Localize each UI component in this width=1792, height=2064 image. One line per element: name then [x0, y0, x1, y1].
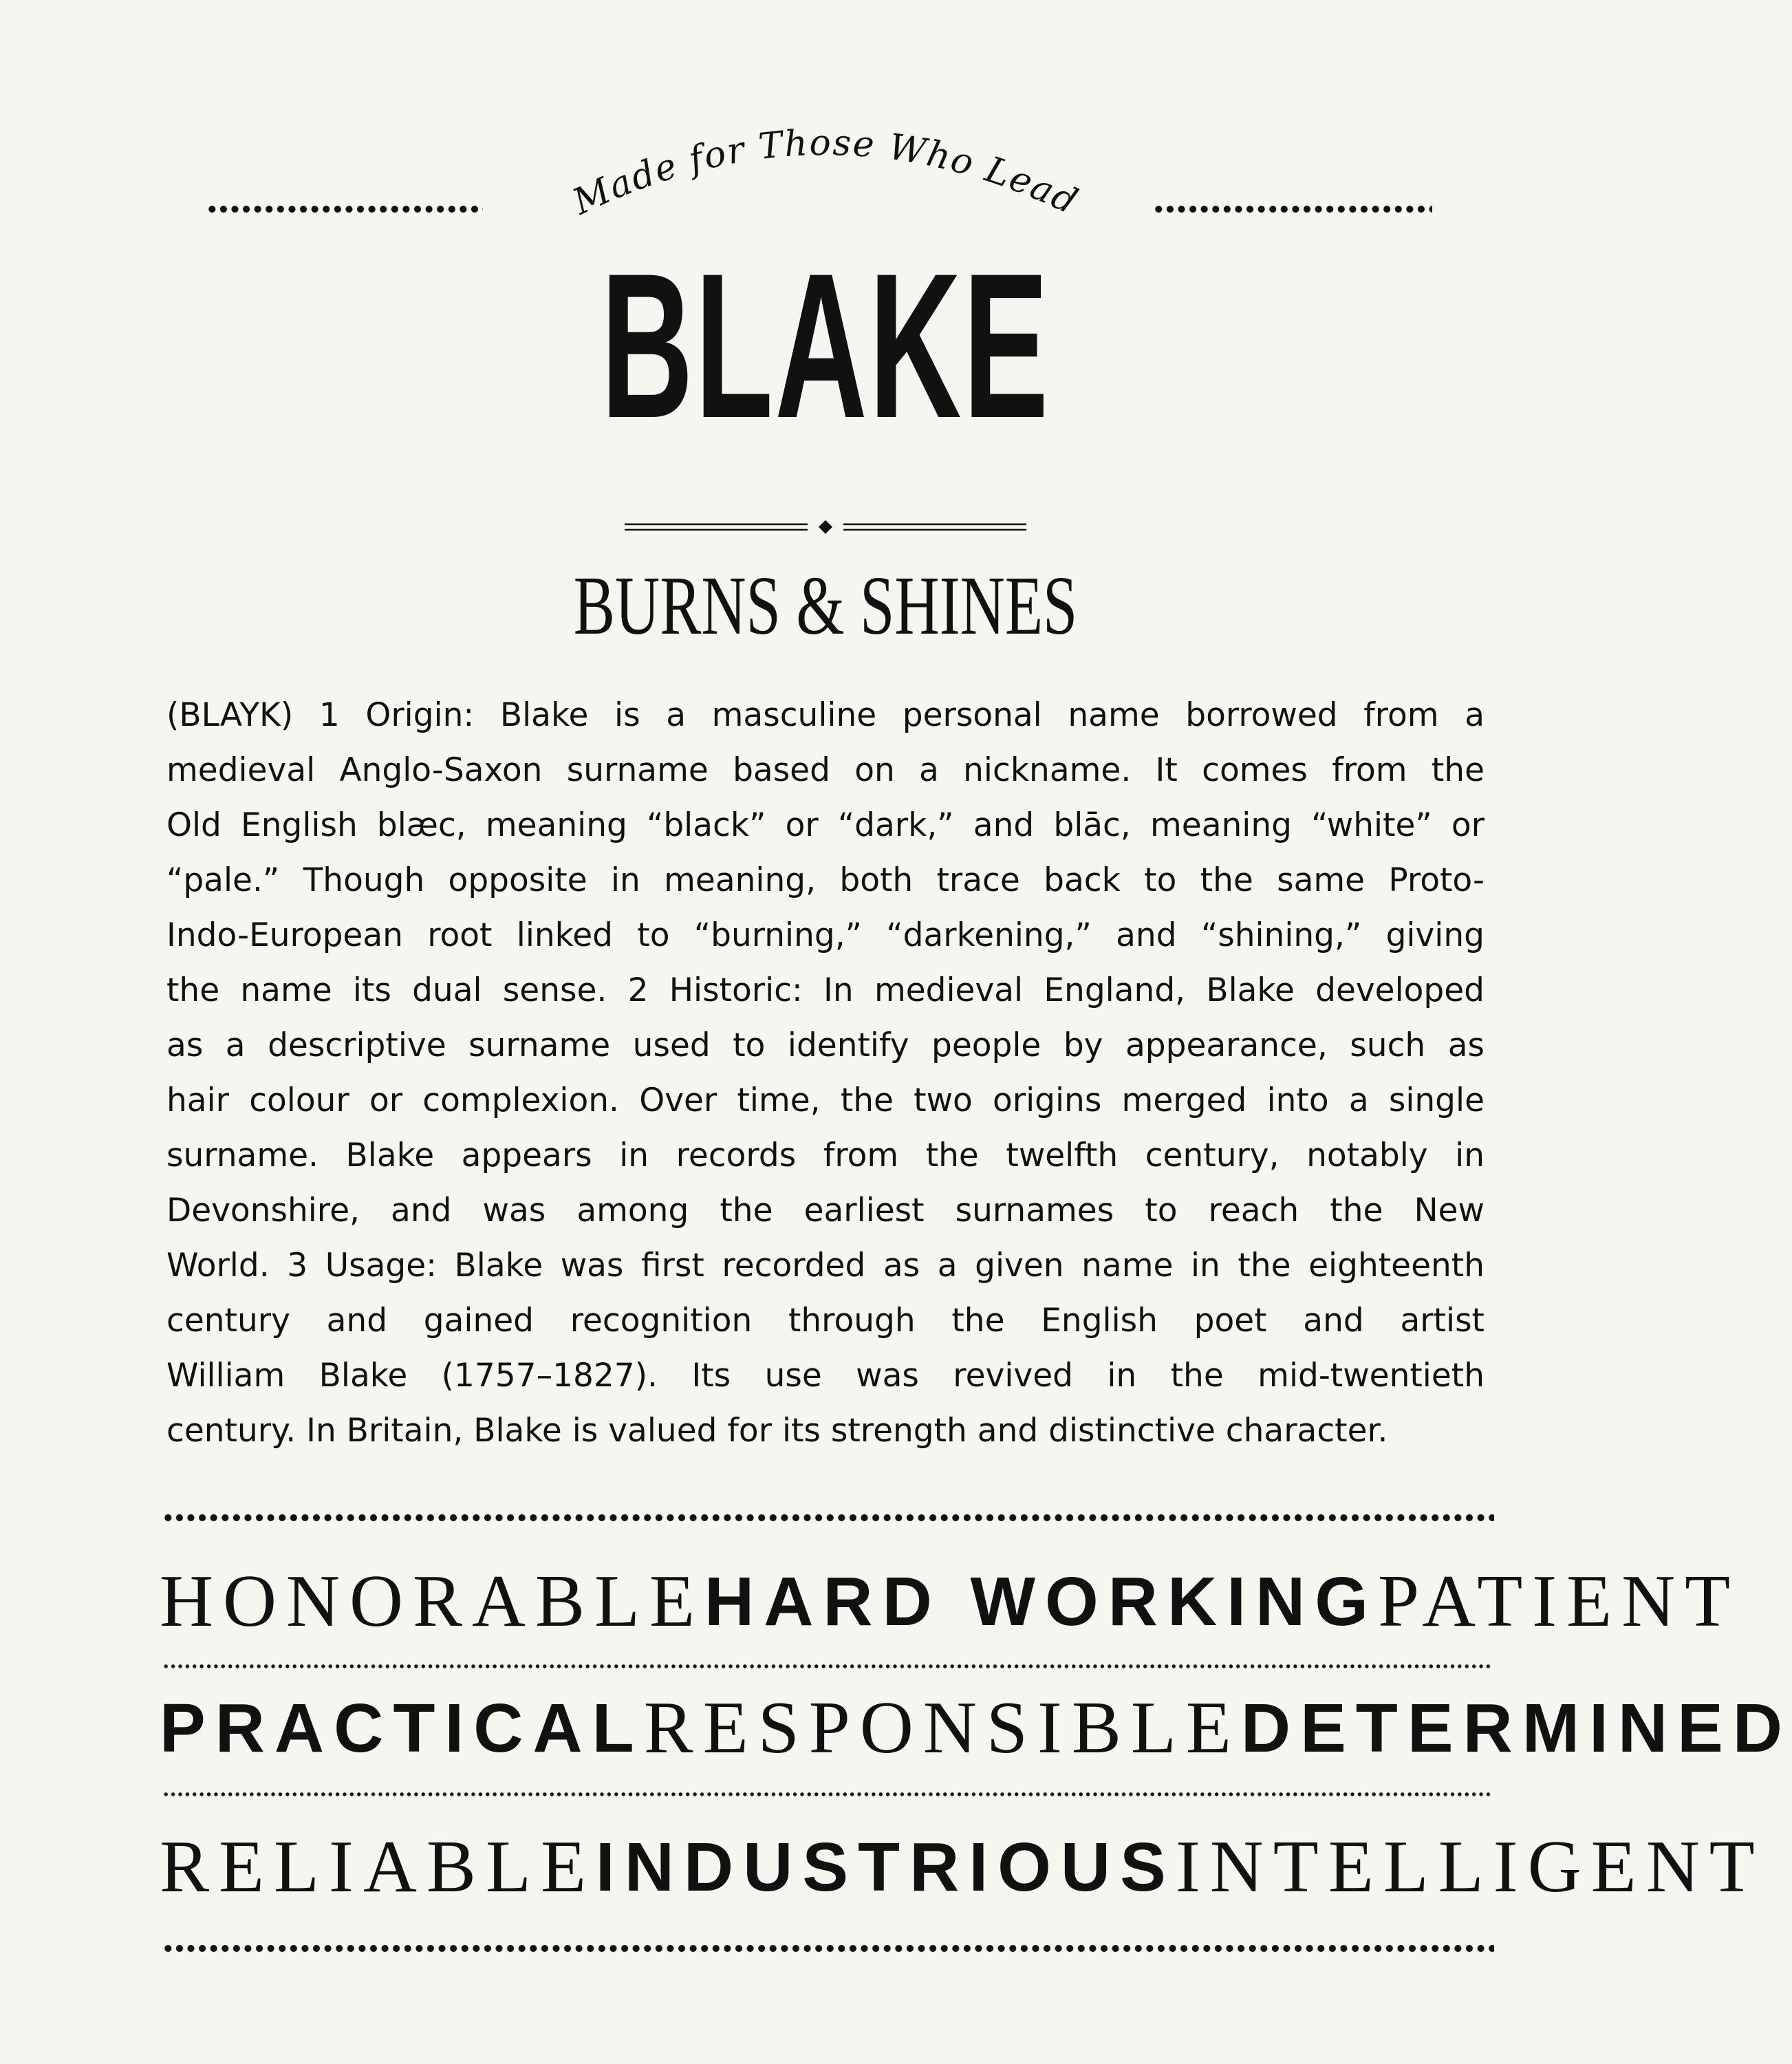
definition-line: Old English blæc, meaning “black” or “dark,” and blāc, meaning “white” or	[166, 806, 1485, 844]
definition-line: century. In Britain, Blake is valued for its strength and distinctive character.	[166, 1412, 1388, 1450]
trait-word: RESPONSIBLE	[643, 1687, 1241, 1769]
definition-line: William Blake (1757–1827). Its use was revived in the mid-twentieth	[166, 1357, 1485, 1395]
name-definition	[166, 688, 1485, 1459]
traits-dot-rule-2	[162, 1792, 1491, 1797]
traits-row-2	[160, 1687, 1792, 1770]
definition-line: hair colour or complexion. Over time, the two origins merged into a single	[166, 1082, 1485, 1119]
definition-line: century and gained recognition through the English poet and artist	[166, 1302, 1485, 1340]
name-title: BLAKE	[601, 230, 1050, 461]
header-dot-rule-left	[206, 205, 483, 213]
definition-line: medieval Anglo-Saxon surname based on a nickname. It comes from the	[166, 751, 1485, 789]
definition-line: (BLAYK) 1 Origin: Blake is a masculine personal name borrowed from a	[166, 696, 1485, 734]
ornament-divider	[619, 517, 1032, 537]
definition-line: Indo-European root linked to “burning,” “darkening,” and “shining,” giving	[166, 916, 1485, 954]
tagline-arc	[537, 110, 1114, 248]
definition-line: surname. Blake appears in records from the twelfth century, notably in	[166, 1137, 1485, 1174]
tagline-text: Made for Those Who Lead	[566, 122, 1085, 224]
header-dot-rule-right	[1153, 205, 1432, 213]
trait-word: PATIENT	[1378, 1560, 1740, 1642]
trait-word: INDUSTRIOUS	[595, 1829, 1176, 1906]
definition-line: the name its dual sense. 2 Historic: In medieval England, Blake developed	[166, 971, 1485, 1009]
trait-word: RELIABLE	[160, 1826, 596, 1908]
trait-word: INTELLIGENT	[1175, 1826, 1764, 1908]
diamond-icon	[819, 520, 832, 534]
traits-top-dot-rule	[162, 1514, 1494, 1522]
traits-dot-rule-1	[162, 1664, 1491, 1669]
traits-row-3	[160, 1826, 1764, 1909]
definition-line: as a descriptive surname used to identify people by appearance, such as	[166, 1026, 1485, 1064]
name-meaning-subtitle: BURNS & SHINES	[573, 559, 1078, 652]
svg-text:Made for Those Who Lead	[566, 122, 1085, 224]
definition-line: World. 3 Usage: Blake was first recorded as a given name in the eighteenth	[166, 1247, 1485, 1284]
traits-row-1	[160, 1560, 1740, 1643]
traits-bottom-dot-rule	[162, 1944, 1494, 1953]
definition-line: Devonshire, and was among the earliest surnames to reach the New	[166, 1192, 1485, 1229]
trait-word: HARD WORKING	[704, 1563, 1379, 1640]
trait-word: PRACTICAL	[160, 1690, 644, 1767]
trait-word: HONORABLE	[160, 1560, 704, 1642]
trait-word: DETERMINED	[1240, 1690, 1792, 1767]
definition-line: “pale.” Though opposite in meaning, both trace back to the same Proto-	[166, 861, 1485, 899]
